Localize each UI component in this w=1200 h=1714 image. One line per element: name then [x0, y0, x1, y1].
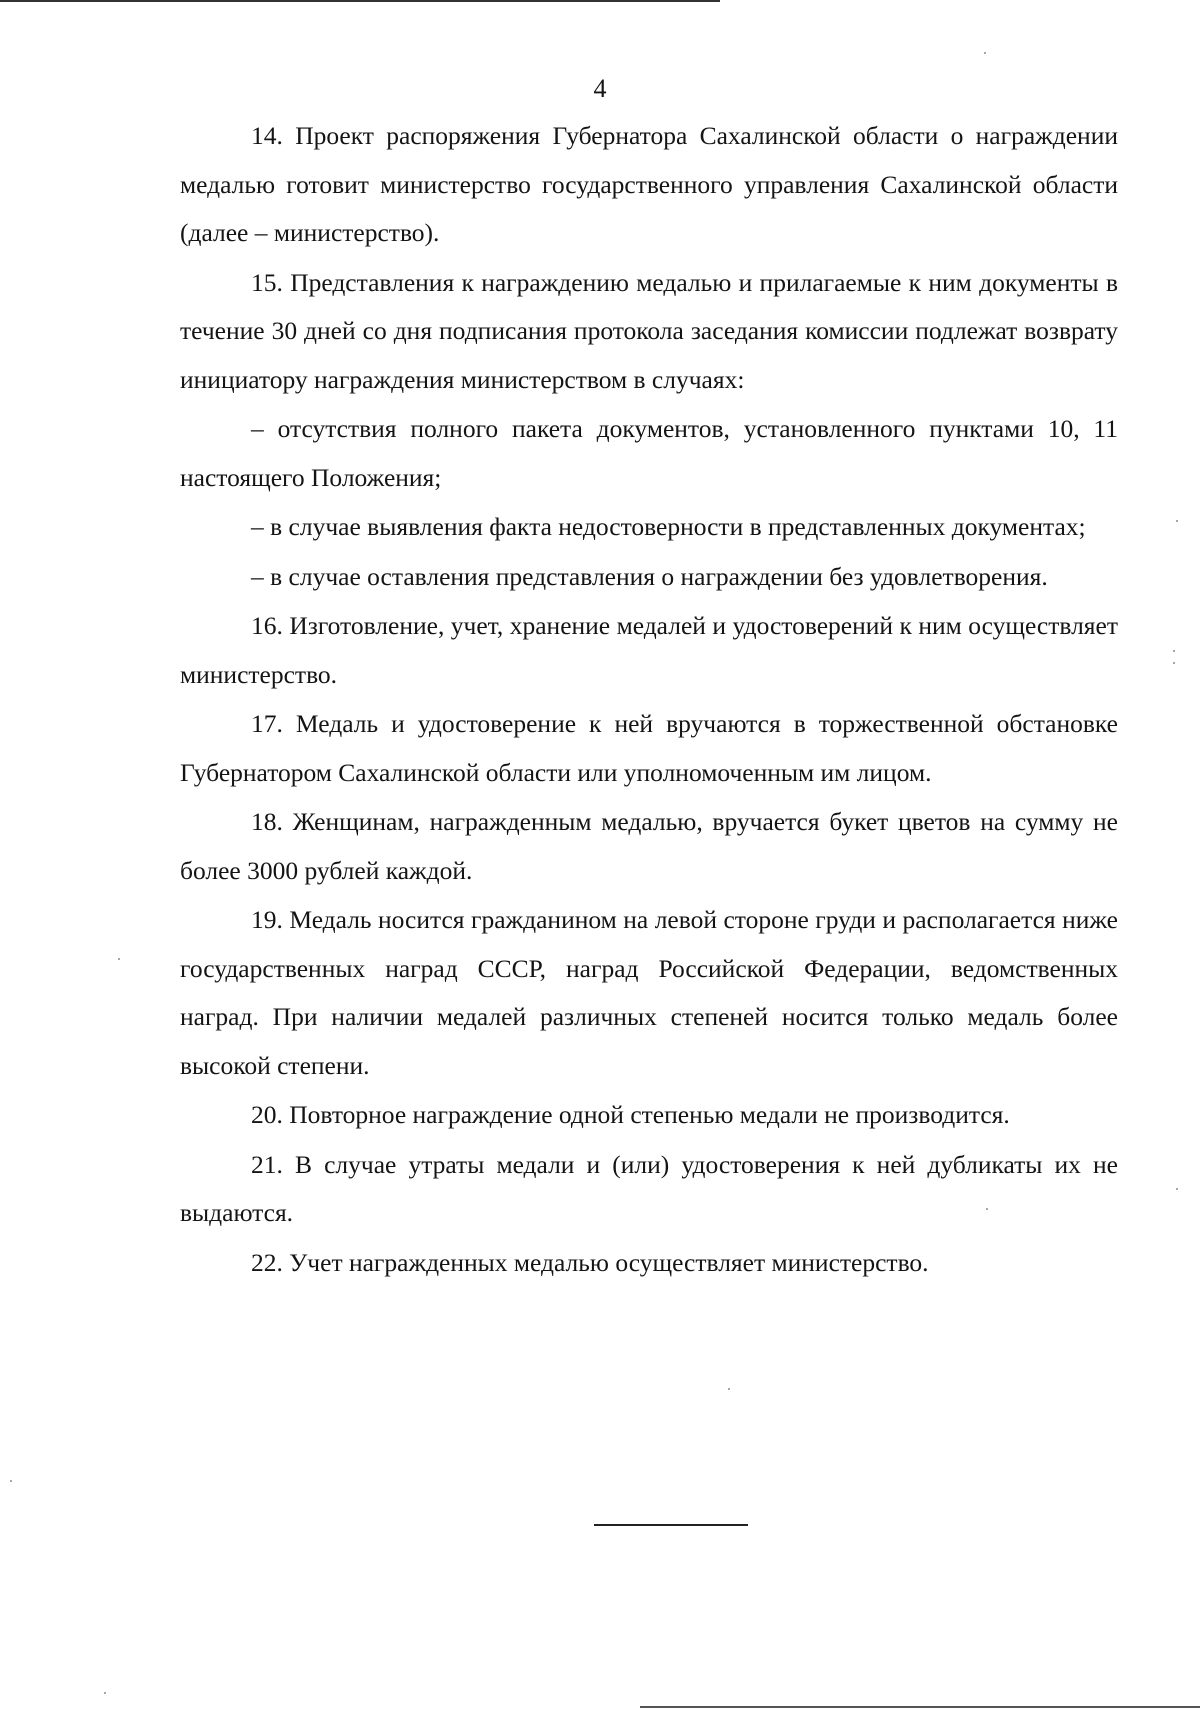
paragraph-16: 16. Изготовление, учет, хранение медалей и удостоверений к ним осуществляет министерство.	[180, 611, 1118, 689]
paragraph-22: 22. Учет награжденных медалью осуществляет министерство.	[251, 1247, 929, 1277]
scan-speck	[10, 1480, 12, 1482]
scan-top-edge	[0, 0, 720, 2]
list-item-left-unsatisfied: – в случае оставления представления о награждении без удовлетворения.	[251, 561, 1048, 591]
scan-bottom-edge	[640, 1706, 1200, 1708]
paragraph-20: 20. Повторное награждение одной степенью медали не производится.	[251, 1100, 1010, 1129]
paragraph-21: 21. В случае утраты медали и (или) удостоверения к ней дубликаты их не выдаются.	[180, 1149, 1118, 1227]
scan-speck	[104, 1692, 106, 1694]
paragraph-19: 19. Медаль носится гражданином на левой стороне груди и располагается ниже государственных наград СССР, наград Российской Федерации, ведомственных наград. При наличии медалей различных степеней носится только медаль более высокой степени.	[180, 905, 1118, 1080]
scan-speck	[1173, 662, 1175, 664]
scan-speck	[118, 958, 120, 960]
paragraph-15: 15. Представления к награждению медалью и прилагаемые к ним документы в течение 30 дней со дня подписания протокола заседания комиссии подлежат возврату инициатору награждения министерством в случаях:	[180, 267, 1118, 394]
scan-speck	[984, 52, 986, 54]
page-number: 4	[593, 74, 607, 103]
document-body	[180, 112, 1118, 1288]
end-of-document-line	[594, 1524, 748, 1526]
paragraph-17: 17. Медаль и удостоверение к ней вручаются в торжественной обстановке Губернатором Сахалинской области или уполномоченным им лицом.	[180, 709, 1118, 787]
list-item-incomplete-documents: – отсутствия полного пакета документов, установленного пунктами 10, 11 настоящего Положения;	[180, 414, 1118, 492]
scan-speck	[986, 1208, 988, 1210]
list-item-unreliable-information: – в случае выявления факта недостоверности в представленных документах;	[251, 512, 1086, 541]
paragraph-18: 18. Женщинам, награжденным медалью, вручается букет цветов на сумму не более 3000 рублей каждой.	[180, 807, 1118, 885]
scan-speck	[1173, 650, 1175, 652]
scan-speck	[1176, 520, 1178, 522]
scan-speck	[728, 1388, 730, 1390]
scan-speck	[1176, 1188, 1178, 1190]
paragraph-14: 14. Проект распоряжения Губернатора Сахалинской области о награждении медалью готовит министерство государственного управления Сахалинской области (далее – министерство).	[180, 121, 1118, 247]
